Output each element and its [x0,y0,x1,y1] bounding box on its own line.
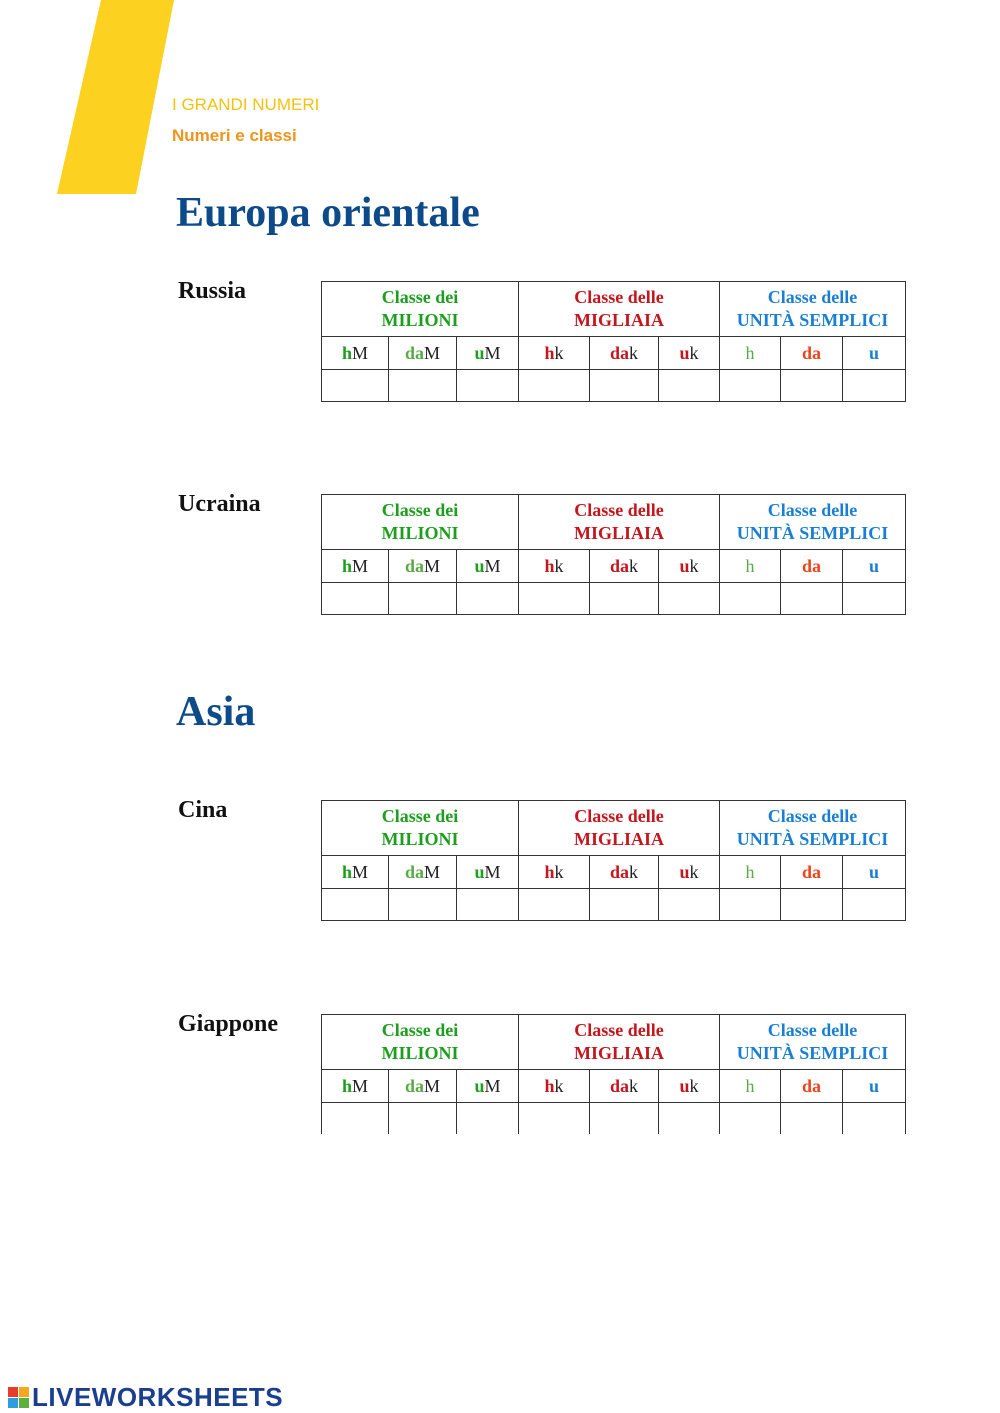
class-millions-line2: MILIONI [381,310,459,330]
place-hM [322,856,389,889]
answer-cell-hk[interactable] [519,370,590,402]
place-uM-suffix: M [484,555,501,576]
place-dak-suffix: k [629,342,639,363]
liveworksheets-logo-icon [8,1387,30,1409]
answer-cell-da[interactable] [781,889,843,921]
place-daM [389,1070,457,1103]
class-units-line2: UNITÀ SEMPLICI [736,523,889,543]
class-header-thousands [519,282,720,337]
class-header-millions [322,801,519,856]
answer-cell-daM[interactable] [389,370,457,402]
answer-cell-u[interactable] [843,889,906,921]
class-thousands-line1: Classe delle [574,1020,664,1040]
class-units-line1: Classe delle [767,287,858,307]
answer-cell-uM[interactable] [457,583,519,615]
class-units-line2: UNITÀ SEMPLICI [736,310,889,330]
answer-cell-daM[interactable] [389,583,457,615]
place-uk [659,337,720,370]
liveworksheets-logo [8,1382,283,1413]
answer-cell-dak[interactable] [590,583,659,615]
place-hM-suffix: M [352,861,369,882]
answer-cell-uk[interactable] [659,1103,720,1135]
answer-cell-uM[interactable] [457,1103,519,1135]
place-u: u [843,856,906,889]
class-units-line1: Classe delle [767,806,858,826]
place-hk-suffix: k [554,861,564,882]
class-units-line2: UNITÀ SEMPLICI [736,1043,889,1063]
class-thousands-line2: MIGLIAIA [574,829,665,849]
place-hM [322,550,389,583]
place-hk [519,1070,590,1103]
place-h: h [720,337,781,370]
place-dak-suffix: k [629,861,639,882]
class-millions-line2: MILIONI [381,1043,459,1063]
place-daM-prefix: da [404,1075,424,1096]
class-thousands-line2: MIGLIAIA [574,523,665,543]
yellow-stripe-decoration [0,0,180,200]
class-millions-line2: MILIONI [381,829,459,849]
answer-cell-hM[interactable] [322,889,389,921]
place-hM-prefix: h [341,555,352,576]
answer-cell-dak[interactable] [590,370,659,402]
class-header-millions [322,495,519,550]
answer-cell-daM[interactable] [389,1103,457,1135]
class-millions-line2: MILIONI [381,523,459,543]
place-dak [590,337,659,370]
place-uM-suffix: M [484,861,501,882]
answer-cell-hM[interactable] [322,1103,389,1135]
place-hk [519,856,590,889]
place-da: da [781,1070,843,1103]
section-title-europa-orientale: Europa orientale [176,190,480,236]
country-label-ucraina: Ucraina [178,491,261,517]
place-hM-suffix: M [352,555,369,576]
class-units-line2: UNITÀ SEMPLICI [736,829,889,849]
class-thousands-line1: Classe delle [574,287,664,307]
place-dak-prefix: da [610,342,630,363]
place-value-table-russia [321,281,906,402]
class-header-thousands [519,801,720,856]
place-daM [389,856,457,889]
place-hM-prefix: h [341,342,352,363]
class-units-line1: Classe delle [767,500,858,520]
place-uk [659,550,720,583]
place-u: u [843,337,906,370]
answer-cell-da[interactable] [781,583,843,615]
answer-cell-h[interactable] [720,1103,781,1135]
answer-cell-hM[interactable] [322,583,389,615]
answer-cell-u[interactable] [843,370,906,402]
place-dak-suffix: k [629,555,639,576]
place-hM [322,1070,389,1103]
place-u: u [843,1070,906,1103]
place-uk-suffix: k [689,1075,699,1096]
place-uk-suffix: k [689,555,699,576]
place-dak [590,1070,659,1103]
place-uM-prefix: u [474,342,485,363]
country-label-giappone: Giappone [178,1011,279,1037]
class-millions-line1: Classe dei [381,1020,459,1040]
answer-cell-uk[interactable] [659,583,720,615]
answer-cell-u[interactable] [843,583,906,615]
place-uk [659,1070,720,1103]
country-label-cina: Cina [178,797,228,823]
class-millions-line1: Classe dei [381,500,459,520]
place-daM-prefix: da [404,861,424,882]
place-dak-suffix: k [629,1075,639,1096]
place-uM-suffix: M [484,342,501,363]
liveworksheets-brand-text: LIVEWORKSHEETS [32,1382,284,1412]
place-daM [389,337,457,370]
class-units-line1: Classe delle [767,1020,858,1040]
answer-cell-uM[interactable] [457,370,519,402]
answer-cell-hk[interactable] [519,583,590,615]
answer-cell-daM[interactable] [389,889,457,921]
place-hk-suffix: k [554,555,564,576]
class-thousands-line2: MIGLIAIA [574,310,665,330]
place-uk-prefix: u [679,861,690,882]
place-u: u [843,550,906,583]
class-header-units [720,801,906,856]
place-uM [457,856,519,889]
subtopic-label: Numeri e classi [172,126,297,145]
answer-cell-dak[interactable] [590,1103,659,1135]
class-thousands-line1: Classe delle [574,500,664,520]
answer-cell-hk[interactable] [519,889,590,921]
place-dak [590,856,659,889]
answer-cell-h[interactable] [720,583,781,615]
answer-cell-hM[interactable] [322,370,389,402]
answer-cell-dak[interactable] [590,889,659,921]
class-header-thousands [519,495,720,550]
class-header-millions [322,1015,519,1070]
place-uk [659,856,720,889]
class-header-millions [322,282,519,337]
class-thousands-line2: MIGLIAIA [574,1043,665,1063]
place-h: h [720,550,781,583]
answer-cell-da[interactable] [781,370,843,402]
place-h: h [720,1070,781,1103]
place-hM [322,337,389,370]
place-value-table-giappone [321,1014,906,1134]
class-millions-line1: Classe dei [381,806,459,826]
place-hk-prefix: h [544,1075,555,1096]
class-header-units [720,1015,906,1070]
place-daM-prefix: da [404,555,424,576]
place-uk-suffix: k [689,342,699,363]
class-thousands-line1: Classe delle [574,806,664,826]
section-title-asia: Asia [176,689,256,735]
place-uM-prefix: u [474,861,485,882]
class-header-thousands [519,1015,720,1070]
place-uk-prefix: u [679,342,690,363]
place-h: h [720,856,781,889]
place-uM-prefix: u [474,555,485,576]
place-daM-suffix: M [424,342,441,363]
place-uk-prefix: u [679,555,690,576]
class-millions-line1: Classe dei [381,287,459,307]
topic-label: I GRANDI NUMERI [172,95,320,114]
answer-cell-h[interactable] [720,889,781,921]
place-uk-prefix: u [679,1075,690,1096]
place-hk-prefix: h [544,342,555,363]
place-hk-prefix: h [544,555,555,576]
place-daM-suffix: M [424,861,441,882]
place-uM-suffix: M [484,1075,501,1096]
place-da: da [781,550,843,583]
place-value-table-cina [321,800,906,921]
place-uM [457,550,519,583]
class-header-units [720,495,906,550]
place-hk-prefix: h [544,861,555,882]
place-daM-suffix: M [424,555,441,576]
place-daM [389,550,457,583]
place-hk [519,550,590,583]
place-uM-prefix: u [474,1075,485,1096]
answer-cell-uk[interactable] [659,370,720,402]
place-dak-prefix: da [610,1075,630,1096]
place-hM-prefix: h [341,1075,352,1096]
answer-cell-h[interactable] [720,370,781,402]
place-dak-prefix: da [610,861,630,882]
answer-cell-hk[interactable] [519,1103,590,1135]
place-uk-suffix: k [689,861,699,882]
place-da: da [781,856,843,889]
place-hM-suffix: M [352,342,369,363]
answer-cell-u[interactable] [843,1103,906,1135]
place-dak [590,550,659,583]
place-uM [457,1070,519,1103]
place-daM-prefix: da [404,342,424,363]
class-header-units [720,282,906,337]
place-hk-suffix: k [554,1075,564,1096]
place-hk-suffix: k [554,342,564,363]
place-hM-suffix: M [352,1075,369,1096]
place-daM-suffix: M [424,1075,441,1096]
place-hM-prefix: h [341,861,352,882]
country-label-russia: Russia [178,278,247,304]
place-uM [457,337,519,370]
place-value-table-ucraina [321,494,906,615]
answer-cell-da[interactable] [781,1103,843,1135]
answer-cell-uM[interactable] [457,889,519,921]
place-hk [519,337,590,370]
place-da: da [781,337,843,370]
place-dak-prefix: da [610,555,630,576]
answer-cell-uk[interactable] [659,889,720,921]
